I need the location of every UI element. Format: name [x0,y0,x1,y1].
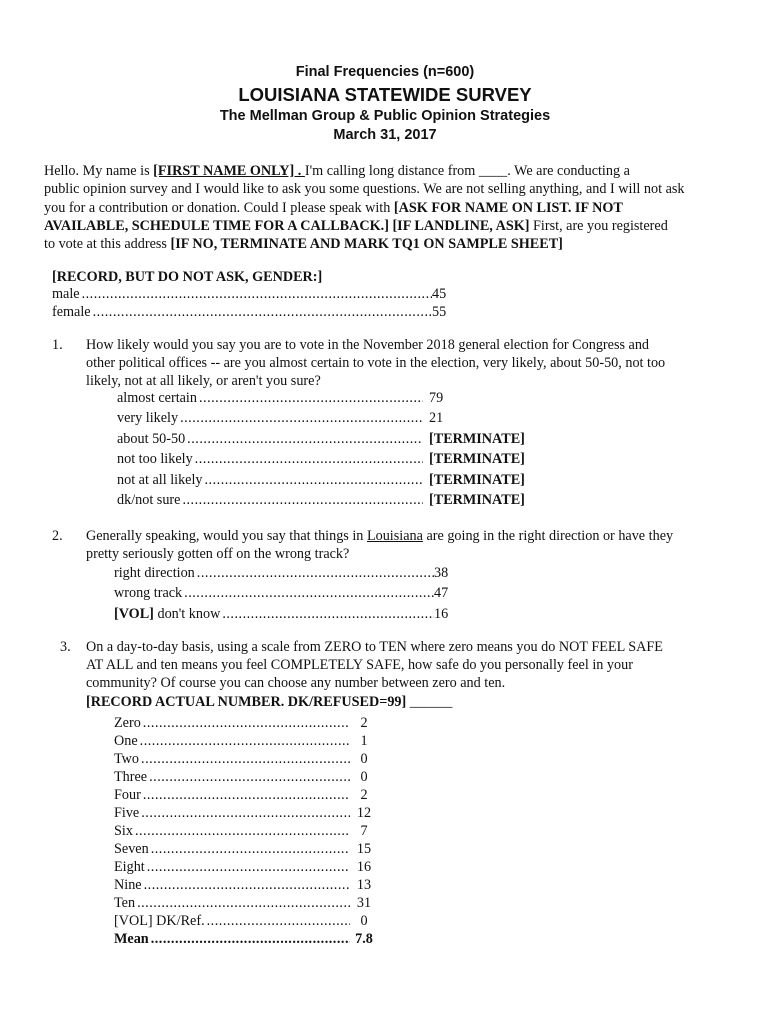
vol-tag: [VOL] [114,606,154,622]
response-value: 16 [356,859,372,875]
question-3-number: 3. [60,639,71,655]
q3-response-row [114,841,378,858]
response-value: [TERMINATE] [429,472,525,488]
intro-text: I'm calling long distance from ____. We are conducting a [304,163,630,179]
response-label: right direction [114,565,195,581]
intro-instruction: [ASK FOR NAME ON LIST. IF NOT [393,199,623,216]
q3-response-row [114,859,378,876]
response-label: dk/not sure [117,492,181,508]
response-label: Eight [114,859,145,875]
q3-response-row [114,715,378,732]
q1-response-row [117,410,539,427]
response-label: about 50-50 [117,431,186,447]
response-value: [TERMINATE] [429,451,525,467]
question-text-line: How likely would you say you are to vote in the November 2018 general election for Congress and [86,337,650,353]
survey-title: LOUISIANA STATEWIDE SURVEY [238,84,532,105]
mean-value: 7.8 [355,931,373,947]
question-2-text [86,527,726,563]
question-text-line: likely, not at all likely, or aren't you sure? [86,373,321,390]
response-value: 0 [360,769,368,785]
q3-response-row [114,751,378,768]
question-1-text [86,336,726,391]
q1-response-row [117,431,539,448]
q1-response-row [117,451,539,468]
response-value: 0 [360,751,368,767]
response-value: 47 [434,585,449,601]
response-value: 2 [360,715,368,731]
response-value: 38 [434,565,449,581]
response-label: not at all likely [117,472,203,488]
response-label: Seven [114,841,149,857]
response-value: 79 [429,390,444,406]
survey-date: March 31, 2017 [333,127,437,143]
intro-name-placeholder: [FIRST NAME ONLY] . [153,163,305,179]
response-label: very likely [117,410,179,426]
response-label: Zero [114,715,141,731]
q3-response-row [114,787,378,804]
response-label: don't know [153,606,221,622]
question-text-line: Generally speaking, would you say that things in [86,528,367,544]
q3-response-row [114,769,378,786]
mean-label: Mean [114,931,149,947]
response-label: Three [114,769,148,785]
response-value: 55 [432,304,447,320]
response-value: 7 [360,823,368,839]
response-label: Five [114,805,140,821]
question-text-line: community? Of course you can choose any number between zero and ten. [86,675,506,692]
question-text-line: are going in the right direction or have they [422,528,674,544]
q1-response-row [117,492,539,509]
response-label: almost certain [117,390,197,406]
response-label: not too likely [117,451,193,467]
question-3-text [86,638,746,711]
response-value: 16 [434,606,449,622]
response-value: 13 [356,877,372,893]
answer-blank: ______ [406,693,453,710]
gender-row-male [52,286,454,303]
q3-response-row [114,913,378,930]
question-text-line: pretty seriously gotten off on the wrong track? [86,546,350,563]
gender-heading: [RECORD, BUT DO NOT ASK, GENDER:] [52,269,323,285]
response-label: female [52,304,91,320]
response-value: 0 [360,913,368,929]
question-text-emphasis: Louisiana [366,528,423,544]
response-value: [TERMINATE] [429,431,525,447]
response-value: 12 [356,805,372,821]
question-text-line: On a day-to-day basis, using a scale from ZERO to TEN where zero means you do NOT FEEL SAFE [86,639,663,655]
response-value: [TERMINATE] [429,492,525,508]
q1-response-row [117,390,539,407]
q3-response-row [114,895,378,912]
q2-response-row [114,606,456,623]
response-label: Ten [114,895,136,911]
response-label: Two [114,751,140,767]
question-2-number: 2. [52,528,63,544]
survey-organization: The Mellman Group & Public Opinion Strategies [219,108,551,124]
intro-text: Hello. My name is [44,163,154,179]
gender-row-female [52,304,454,321]
question-1-number: 1. [52,337,63,353]
response-value: 15 [356,841,372,857]
response-label: male [52,286,80,302]
q3-mean-row [114,931,378,948]
question-text-line: AT ALL and ten means you feel COMPLETELY SAFE, how safe do you personally feel in your [86,657,633,674]
response-value: 2 [360,787,368,803]
q2-response-row [114,585,456,602]
intro-text: First, are you registered [529,217,668,234]
question-text-line: other political offices -- are you almost certain to vote in the election, very likely, about 50-50, not too [86,355,666,372]
response-value: 1 [360,733,368,749]
response-label: Six [114,823,133,839]
q3-response-row [114,733,378,750]
response-label: [VOL] DK/Ref. [114,913,205,929]
record-instruction: [RECORD ACTUAL NUMBER. DK/REFUSED=99] [86,693,407,710]
intro-instruction: [IF NO, TERMINATE AND MARK TQ1 ON SAMPLE SHEET] [170,236,563,253]
response-label: Nine [114,877,142,893]
response-label: Four [114,787,141,803]
survey-subtitle: Final Frequencies (n=600) [295,64,475,80]
q2-response-row [114,565,456,582]
q3-response-row [114,877,378,894]
intro-text: to vote at this address [44,236,171,253]
response-label: wrong track [114,585,183,601]
q1-response-row [117,472,539,489]
response-value: 45 [432,286,447,302]
intro-instruction: AVAILABLE, SCHEDULE TIME FOR A CALLBACK.] [IF LANDLINE, ASK] [44,217,530,234]
intro-text: you for a contribution or donation. Could I please speak with [44,199,394,216]
q3-response-row [114,805,378,822]
q3-response-row [114,823,378,840]
intro-paragraph [44,162,744,253]
intro-text: public opinion survey and I would like to ask you some questions. We are not selling anything, and I will not ask [44,181,685,198]
response-value: 21 [429,410,444,426]
response-label: One [114,733,138,749]
response-value: 31 [356,895,372,911]
